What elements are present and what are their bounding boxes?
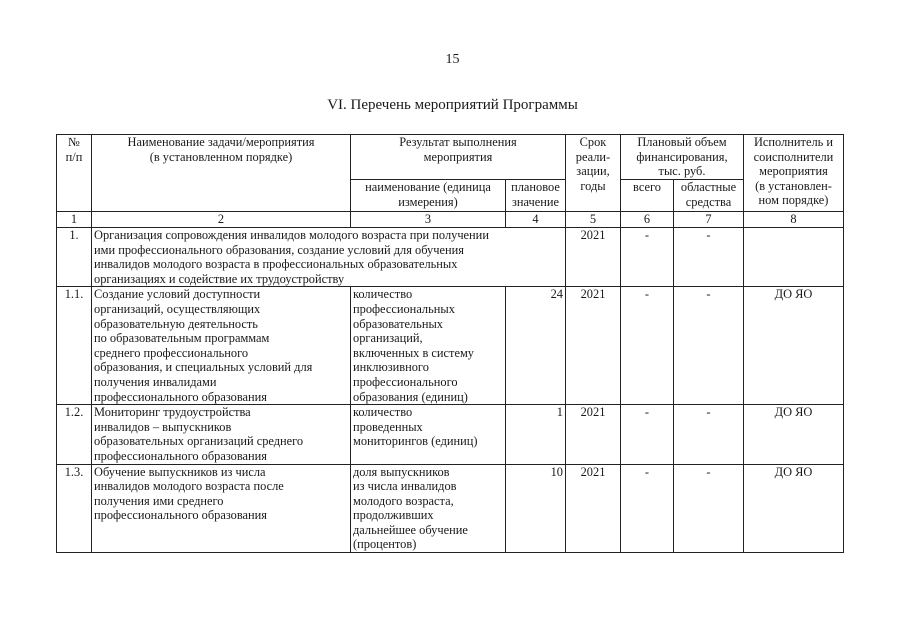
row-value: 1 — [506, 405, 566, 464]
row-number: 1.2. — [57, 405, 92, 464]
row-executor: ДО ЯО — [744, 287, 844, 405]
row-funding-total: - — [621, 405, 674, 464]
row-name: Создание условий доступности организаций, осуществляющих образовательную деятельность по образовательным программам среднего профессионального образования, и специальных условий для получения инвалидами профессионального образования — [92, 287, 351, 405]
row-funding-total: - — [621, 228, 674, 287]
header-funding-total: всего — [621, 180, 674, 212]
page-number: 15 — [445, 52, 460, 67]
row-term: 2021 — [566, 405, 621, 464]
row-value: 24 — [506, 287, 566, 405]
task-name: Организация сопровождения инвалидов молодого возраста при получении ими профессионального образования, создание условий для обучения инвалидов молодого возраста в профессиональных образовательных организациях и содействие их трудоустройству — [92, 228, 566, 287]
table-row — [57, 464, 844, 553]
row-name: Мониторинг трудоустройства инвалидов – выпускников образовательных организаций среднего профессионального образования — [92, 405, 351, 464]
column-number: 4 — [506, 212, 566, 228]
header-funding: Плановый объем финансирования, тыс. руб. — [621, 135, 744, 180]
column-number: 7 — [674, 212, 744, 228]
section-title: VI. Перечень мероприятий Программы — [327, 97, 578, 113]
table-row — [57, 405, 844, 464]
column-number: 3 — [351, 212, 506, 228]
measures-table — [56, 134, 844, 553]
header-result: Результат выполнения мероприятия — [351, 135, 566, 180]
row-term: 2021 — [566, 228, 621, 287]
column-number: 6 — [621, 212, 674, 228]
row-executor — [744, 228, 844, 287]
row-indicator: доля выпускников из числа инвалидов молодого возраста, продолживших дальнейшее обучение (процентов) — [351, 464, 506, 553]
column-number: 1 — [57, 212, 92, 228]
row-executor: ДО ЯО — [744, 405, 844, 464]
row-term: 2021 — [566, 464, 621, 553]
row-indicator: количество проведенных мониторингов (единиц) — [351, 405, 506, 464]
task-row — [57, 228, 844, 287]
row-name: Обучение выпускников из числа инвалидов молодого возраста после получения ими среднего профессионального образования — [92, 464, 351, 553]
row-executor: ДО ЯО — [744, 464, 844, 553]
row-number: 1.3. — [57, 464, 92, 553]
row-term: 2021 — [566, 287, 621, 405]
row-funding-total: - — [621, 287, 674, 405]
row-value: 10 — [506, 464, 566, 553]
column-numbers-row — [57, 212, 844, 228]
row-funding-regional: - — [674, 287, 744, 405]
row-funding-regional: - — [674, 228, 744, 287]
table-row — [57, 287, 844, 405]
column-number: 8 — [744, 212, 844, 228]
row-funding-total: - — [621, 464, 674, 553]
header-result-name: наименование (единица измерения) — [351, 180, 506, 212]
header-result-value: плановое значение — [506, 180, 566, 212]
row-funding-regional: - — [674, 405, 744, 464]
header-funding-regional: областные средства — [674, 180, 744, 212]
column-number: 5 — [566, 212, 621, 228]
row-indicator: количество профессиональных образовательных организаций, включенных в систему инклюзивного профессионального образования (единиц) — [351, 287, 506, 405]
header-row-1 — [57, 135, 844, 180]
header-executor: Исполнитель и соисполнители мероприятия (в установлен- ном порядке) — [744, 135, 844, 212]
row-number: 1.1. — [57, 287, 92, 405]
row-funding-regional: - — [674, 464, 744, 553]
header-name: Наименование задачи/мероприятия (в установленном порядке) — [92, 135, 351, 212]
column-number: 2 — [92, 212, 351, 228]
header-no: № п/п — [57, 135, 92, 212]
row-number: 1. — [57, 228, 92, 287]
header-term: Срок реали- зации, годы — [566, 135, 621, 212]
